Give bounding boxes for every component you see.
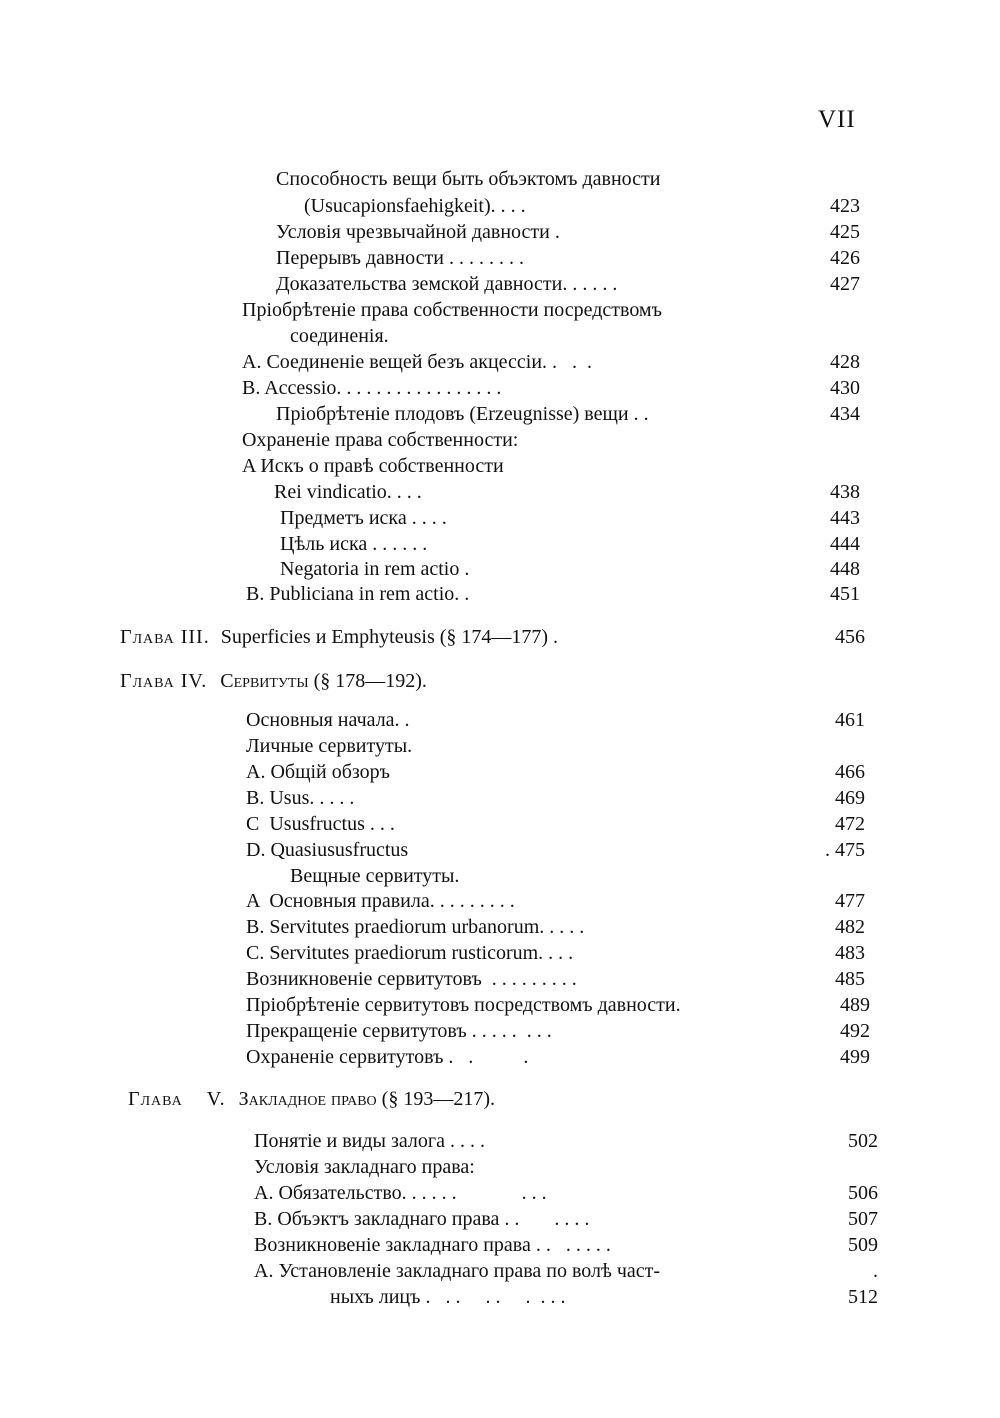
- toc-page-ref: 485: [835, 968, 865, 990]
- toc-entry: A. Обязательство. . . . . . . . .: [254, 1182, 547, 1204]
- chapter-label: Глава V.: [128, 1088, 226, 1110]
- toc-page-ref: 506: [848, 1182, 878, 1204]
- toc-page-ref: . 475: [825, 839, 865, 861]
- toc-entry: Цѣль иска . . . . . .: [280, 533, 428, 555]
- chapter-title: Сервитуты (§ 178—192).: [220, 670, 427, 692]
- toc-page-ref: 423: [830, 195, 860, 217]
- chapter-label: Глава III.: [120, 626, 210, 648]
- toc-page-ref: 502: [848, 1130, 878, 1152]
- toc-page-ref: 430: [830, 377, 860, 399]
- toc-entry: B. Publiciana in rem actio. .: [246, 583, 470, 605]
- toc-page-ref: 451: [830, 583, 860, 605]
- toc-entry: Доказательства земской давности. . . . . .: [276, 273, 618, 295]
- toc-entry: Условія чрезвычайной давности .: [276, 221, 560, 243]
- toc-entry: B. Usus. . . . .: [246, 787, 355, 809]
- toc-page-ref: 507: [848, 1208, 878, 1230]
- toc-entry: Перерывъ давности . . . . . . . .: [276, 247, 524, 269]
- toc-entry: B. Servitutes praediorum urbanorum. . . . .: [246, 916, 585, 938]
- toc-entry: Пріобрѣтеніе плодовъ (Erzeugnisse) вещи . .: [276, 403, 649, 425]
- toc-page-ref: 466: [835, 761, 865, 783]
- toc-page-ref: .: [873, 1260, 878, 1282]
- toc-page-ref: 461: [835, 709, 865, 731]
- toc-entry: Пріобрѣтеніе права собственности посредствомъ: [242, 299, 662, 321]
- toc-page-ref: 499: [840, 1046, 870, 1068]
- toc-page-ref: 509: [848, 1234, 878, 1256]
- toc-entry: D. Quasiususfructus: [246, 839, 409, 861]
- toc-page-ref: 512: [848, 1286, 878, 1308]
- toc-page-ref: 477: [835, 890, 865, 912]
- toc-entry: Охраненіе сервитутовъ . . .: [246, 1046, 529, 1068]
- toc-entry: Понятіе и виды залога . . . .: [254, 1130, 485, 1152]
- toc-page-ref: 438: [830, 481, 860, 503]
- chapter-heading: [120, 623, 558, 651]
- toc-entry: A Основныя правила. . . . . . . . .: [246, 890, 515, 912]
- toc-entry: ныхъ лицъ . . . . . . . . .: [330, 1286, 566, 1308]
- toc-page-ref: 444: [830, 533, 860, 555]
- toc-entry: C. Servitutes praediorum rusticorum. . . .: [246, 942, 574, 964]
- toc-entry: A Искъ о правѣ собственности: [242, 455, 504, 477]
- toc-page-ref: 434: [830, 403, 860, 425]
- toc-entry: A. Соединеніе вещей безъ акцессіи. . . .: [242, 351, 593, 373]
- toc-entry: Способность вещи быть объэктомъ давности: [276, 168, 661, 190]
- toc-entry: Negatoria in rem actio .: [280, 558, 470, 580]
- toc-page-ref: 427: [830, 273, 860, 295]
- toc-page-ref: 448: [830, 558, 860, 580]
- chapter-title: Superficies и Emphyteusis (§ 174—177) .: [220, 626, 559, 648]
- chapter-page-ref: 456: [835, 626, 865, 648]
- toc-page-ref: 443: [830, 507, 860, 529]
- toc-entry: Охраненіе права собственности:: [242, 429, 519, 451]
- toc-page-ref: 489: [840, 994, 870, 1016]
- toc-entry: соединенія.: [290, 325, 389, 347]
- toc-entry: Пріобрѣтеніе сервитутовъ посредствомъ давности.: [246, 994, 681, 1016]
- toc-entry: Возникновеніе сервитутовъ . . . . . . . . .: [246, 968, 577, 990]
- toc-page-ref: 425: [830, 221, 860, 243]
- toc-entry: A. Установленіе закладнаго права по волѣ част-: [254, 1260, 661, 1282]
- toc-entry: B. Accessio. . . . . . . . . . . . . . . . .: [242, 377, 502, 399]
- toc-page-ref: 492: [840, 1020, 870, 1042]
- toc-entry: Основныя начала. .: [246, 709, 410, 731]
- toc-page-ref: 472: [835, 813, 865, 835]
- toc-entry: Предметъ иска . . . .: [280, 507, 447, 529]
- toc-entry: (Usucapionsfaehigkeit). . . .: [304, 195, 526, 217]
- toc-page-ref: 469: [835, 787, 865, 809]
- toc-page-ref: 482: [835, 916, 865, 938]
- toc-page-ref: 428: [830, 351, 860, 373]
- chapter-heading: [128, 1085, 495, 1113]
- toc-entry: Rei vindicatio. . . .: [274, 481, 422, 503]
- toc-page-ref: 483: [835, 942, 865, 964]
- toc-entry: Личные сервитуты.: [246, 735, 413, 757]
- chapter-label: Глава IV.: [120, 670, 208, 692]
- toc-entry: Условія закладнаго права:: [254, 1156, 475, 1178]
- page-number: VII: [818, 106, 856, 133]
- toc-entry: Вещные сервитуты.: [290, 865, 460, 887]
- toc-page-ref: 426: [830, 247, 860, 269]
- toc-entry: Прекращеніе сервитутовъ . . . . . . . .: [246, 1020, 552, 1042]
- toc-entry: A. Общій обзоръ: [246, 761, 391, 783]
- toc-entry: Возникновеніе закладнаго права . . . . . . .: [254, 1234, 611, 1256]
- chapter-heading: [120, 667, 427, 695]
- chapter-title: Закладное право (§ 193—217).: [238, 1088, 495, 1110]
- toc-entry: B. Объэктъ закладнаго права . . . . . .: [254, 1208, 590, 1230]
- toc-entry: C Ususfructus . . .: [246, 813, 395, 835]
